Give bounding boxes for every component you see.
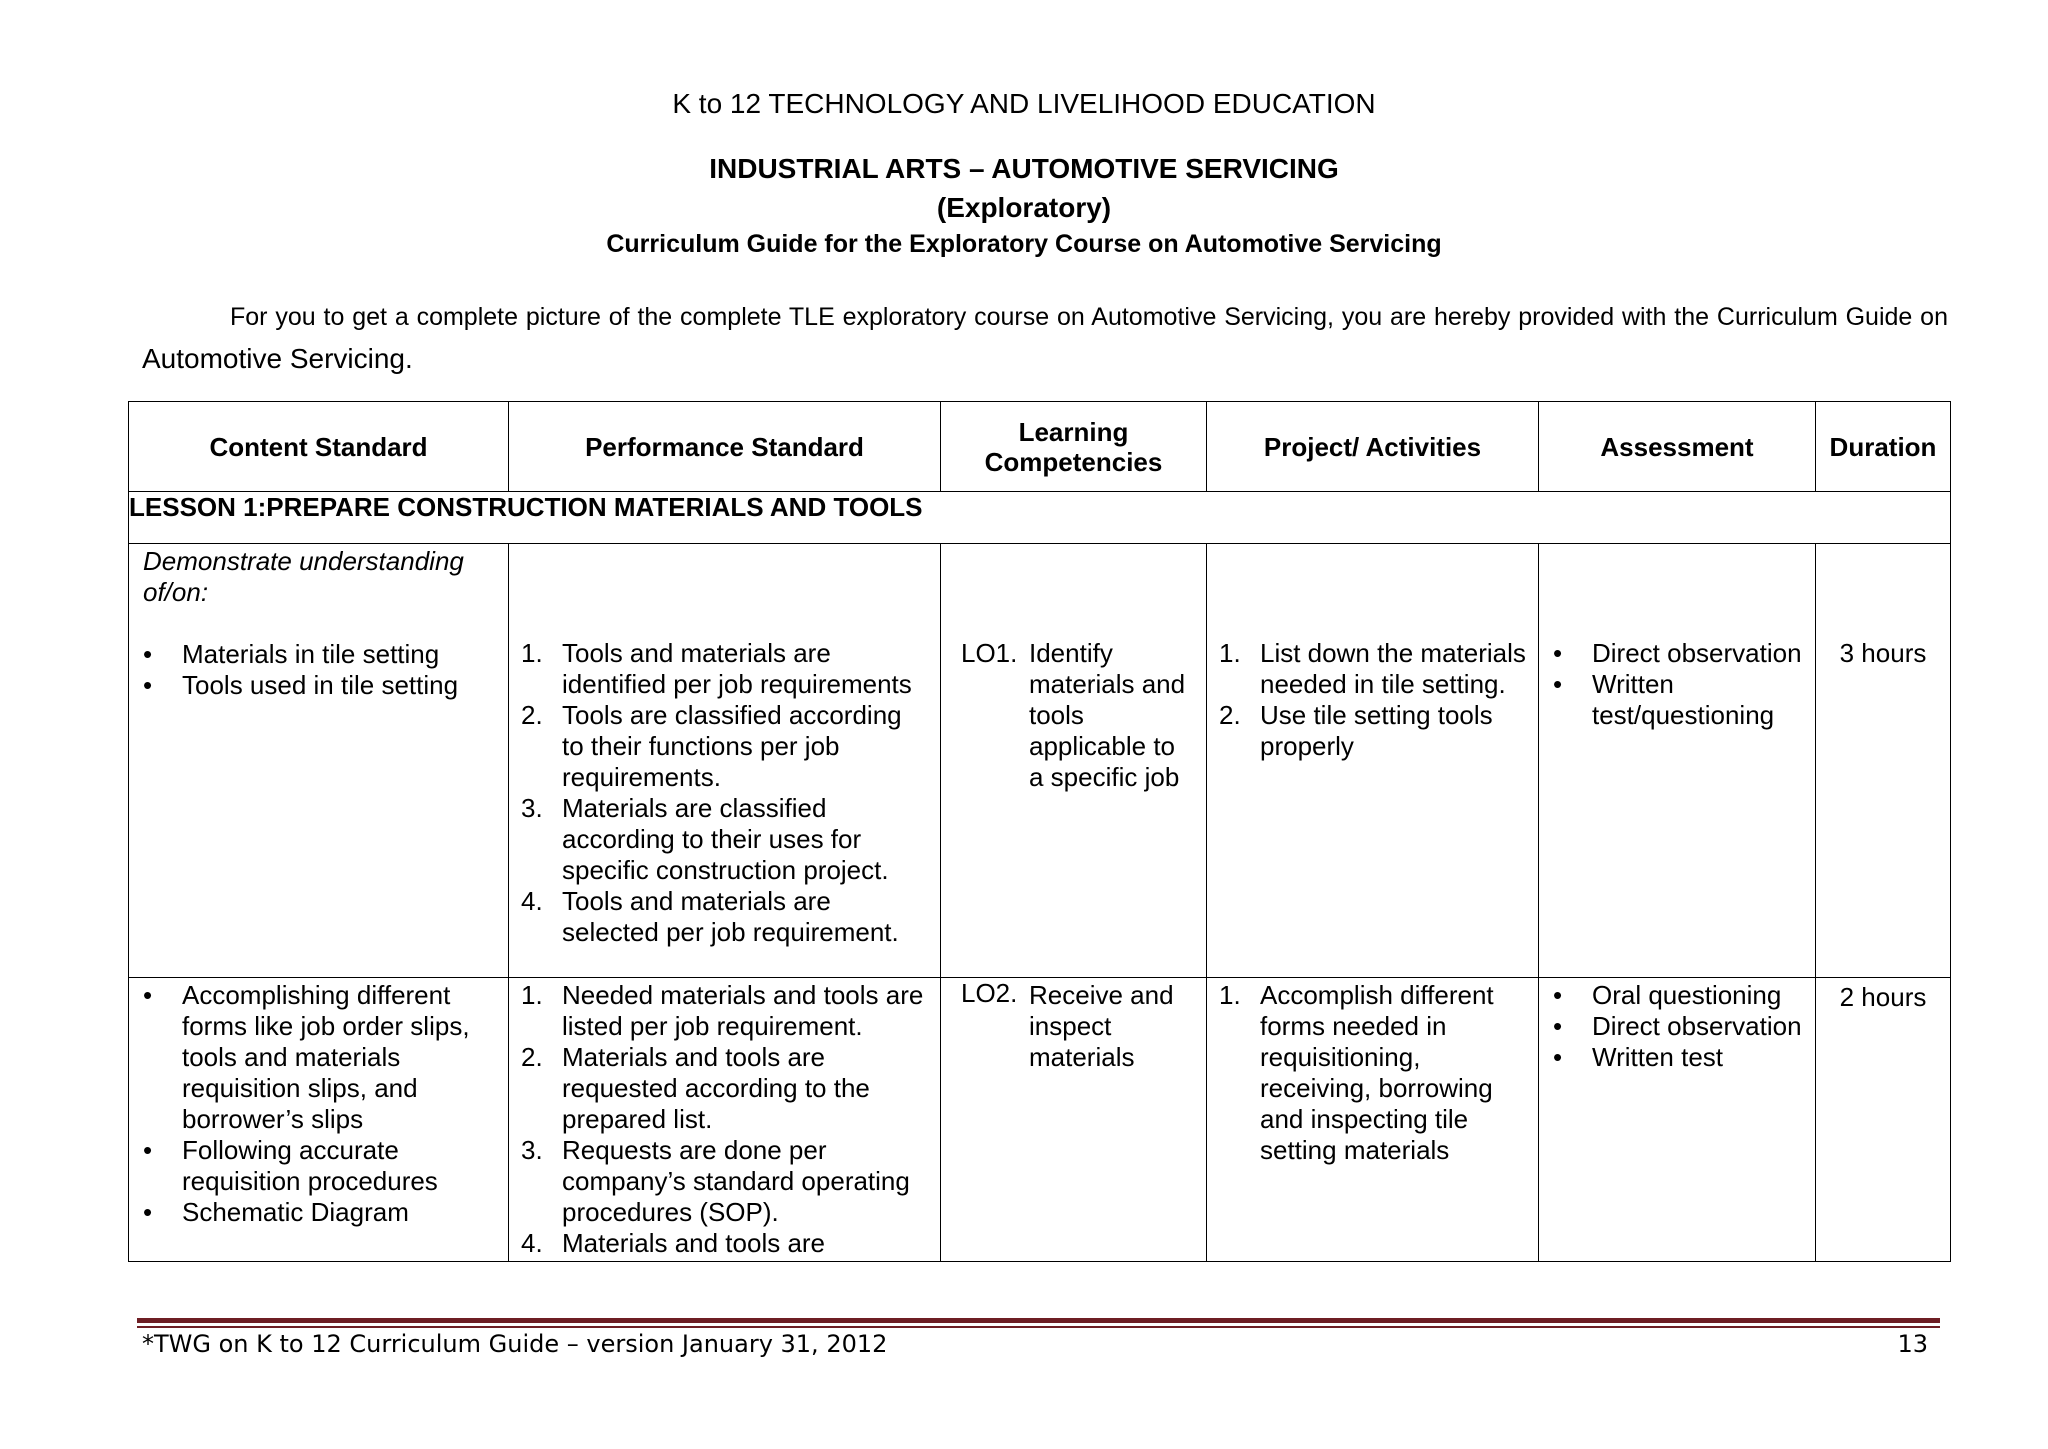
- duration-value: 2 hours: [1839, 982, 1927, 1012]
- footer-divider: [137, 1318, 1940, 1328]
- list-item: 1. Accomplish different forms needed in requisitioning, receiving, borrowing and inspecting tile setting materials: [1219, 980, 1494, 1165]
- performance-standard-cell: [509, 978, 941, 1262]
- list-item: • Schematic Diagram: [129, 1197, 500, 1228]
- list-item-text: Tools and materials are identified per job requirements: [562, 638, 912, 699]
- activities-cell: [1207, 978, 1539, 1262]
- activities-cell: [1207, 544, 1539, 978]
- lesson-title: LESSON 1:PREPARE CONSTRUCTION MATERIALS AND TOOLS: [129, 492, 1951, 544]
- list-item: • Oral questioning: [1539, 980, 1807, 1011]
- list-item-text: Accomplish different forms needed in requisitioning, receiving, borrowing and inspecting tile setting materials: [1260, 980, 1494, 1165]
- list-item: • Tools used in tile setting: [129, 670, 508, 701]
- learning-competency-cell: [941, 544, 1207, 978]
- document-title: INDUSTRIAL ARTS – AUTOMOTIVE SERVICING: [709, 153, 1339, 184]
- col-header-project-activities: Project/ Activities: [1207, 402, 1539, 492]
- list-item: • Written test: [1539, 1042, 1807, 1073]
- content-standard-cell: [129, 978, 509, 1262]
- intro-end: .: [405, 343, 413, 374]
- lo-code: LO1.: [961, 638, 1018, 668]
- content-intro: Demonstrate understanding of/on:: [143, 546, 464, 607]
- col-header-performance-standard: Performance Standard: [509, 402, 941, 492]
- duration-value: 3 hours: [1839, 638, 1927, 668]
- list-item-text: Materials are classified according to their uses for specific construction project.: [562, 793, 889, 885]
- activities-list: [1207, 638, 1538, 762]
- duration-cell: [1816, 544, 1951, 978]
- performance-standard-cell: [509, 544, 941, 978]
- learning-competency-cell: [941, 978, 1207, 1262]
- table-row: [129, 978, 1951, 1262]
- col-header-learning-competencies: [941, 402, 1207, 492]
- list-item: 1. List down the materials needed in tile setting.: [1219, 638, 1526, 699]
- assessment-cell: [1539, 978, 1816, 1262]
- curriculum-table: [128, 401, 1951, 1262]
- lo-code: LO2.: [961, 978, 1018, 1008]
- duration-cell: [1816, 978, 1951, 1262]
- lo-text: Identify materials and tools applicable to a specific job: [1029, 638, 1186, 792]
- page-number: 13: [1897, 1330, 1928, 1358]
- list-item: 3. Materials are classified according to their uses for specific construction project.: [521, 793, 889, 885]
- list-item: • Direct observation: [1539, 638, 1807, 669]
- list-item: 2. Use tile setting tools properly: [1219, 700, 1493, 761]
- content-standard-cell: [129, 544, 509, 978]
- list-item-text: Tools and materials are selected per job requirement.: [562, 886, 899, 947]
- list-item-text: Requests are done per company’s standard operating procedures (SOP).: [562, 1135, 910, 1227]
- list-item: 2. Tools are classified according to their functions per job requirements.: [521, 700, 902, 792]
- list-item: 4. Materials and tools are: [521, 1228, 826, 1258]
- list-item: • Materials in tile setting: [129, 639, 508, 670]
- list-item: • Following accurate requisition procedures: [129, 1135, 500, 1197]
- col-header-learning-competencies-text: Learning Competencies: [984, 416, 1163, 477]
- col-header-duration: Duration: [1816, 402, 1951, 492]
- assessment-list: [1539, 638, 1815, 731]
- document-header: K to 12 TECHNOLOGY AND LIVELIHOOD EDUCATION: [672, 88, 1376, 119]
- intro-text: For you to get a complete picture of the complete TLE exploratory course on Automotive Servicing, you are hereby provided with the Curriculum Guide on: [230, 303, 1948, 331]
- assessment-cell: [1539, 544, 1816, 978]
- list-item-text: Use tile setting tools properly: [1260, 700, 1493, 761]
- list-item: 1. Needed materials and tools are listed per job requirement.: [521, 980, 924, 1041]
- list-item: 3. Requests are done per company’s standard operating procedures (SOP).: [521, 1135, 910, 1227]
- col-header-assessment: Assessment: [1539, 402, 1816, 492]
- list-item-text: Materials and tools are requested according to the prepared list.: [562, 1042, 870, 1134]
- list-item: • Direct observation: [1539, 1011, 1807, 1042]
- list-item-text: Materials and tools are: [562, 1228, 826, 1258]
- content-list: [129, 978, 508, 1228]
- list-item: 2. Materials and tools are requested according to the prepared list.: [521, 1042, 870, 1134]
- activities-list: [1207, 978, 1538, 1166]
- document-subtitle: (Exploratory): [936, 192, 1112, 223]
- footer-version-note: *TWG on K to 12 Curriculum Guide – version January 31, 2012: [142, 1330, 888, 1358]
- lesson-row: [129, 492, 1951, 544]
- list-item: • Accomplishing different forms like job order slips, tools and materials requisition slips, and borrower’s slips: [129, 980, 500, 1135]
- lo-text: Receive and inspect materials: [1029, 980, 1174, 1072]
- table-header-row: [129, 402, 1951, 492]
- list-item: 4. Tools and materials are selected per job requirement.: [521, 886, 899, 947]
- assessment-list: [1539, 978, 1815, 1073]
- learning-outcome: [941, 638, 1206, 793]
- performance-list: [509, 638, 940, 948]
- list-item-text: List down the materials needed in tile setting.: [1260, 638, 1526, 699]
- learning-outcome: [941, 978, 1206, 1073]
- intro-emphasis: Automotive Servicing: [142, 343, 406, 374]
- list-item-text: Needed materials and tools are listed per job requirement.: [562, 980, 924, 1041]
- list-item: • Written test/questioning: [1539, 669, 1807, 731]
- list-item: 1. Tools and materials are identified per job requirements: [521, 638, 912, 699]
- col-header-content-standard: Content Standard: [129, 402, 509, 492]
- table-row: [129, 544, 1951, 978]
- list-item-text: Tools are classified according to their functions per job requirements.: [562, 700, 902, 792]
- performance-list: [509, 978, 940, 1259]
- intro-paragraph: [142, 296, 1948, 381]
- content-list: [129, 639, 508, 701]
- curriculum-guide-heading: Curriculum Guide for the Exploratory Course on Automotive Servicing: [606, 230, 1442, 258]
